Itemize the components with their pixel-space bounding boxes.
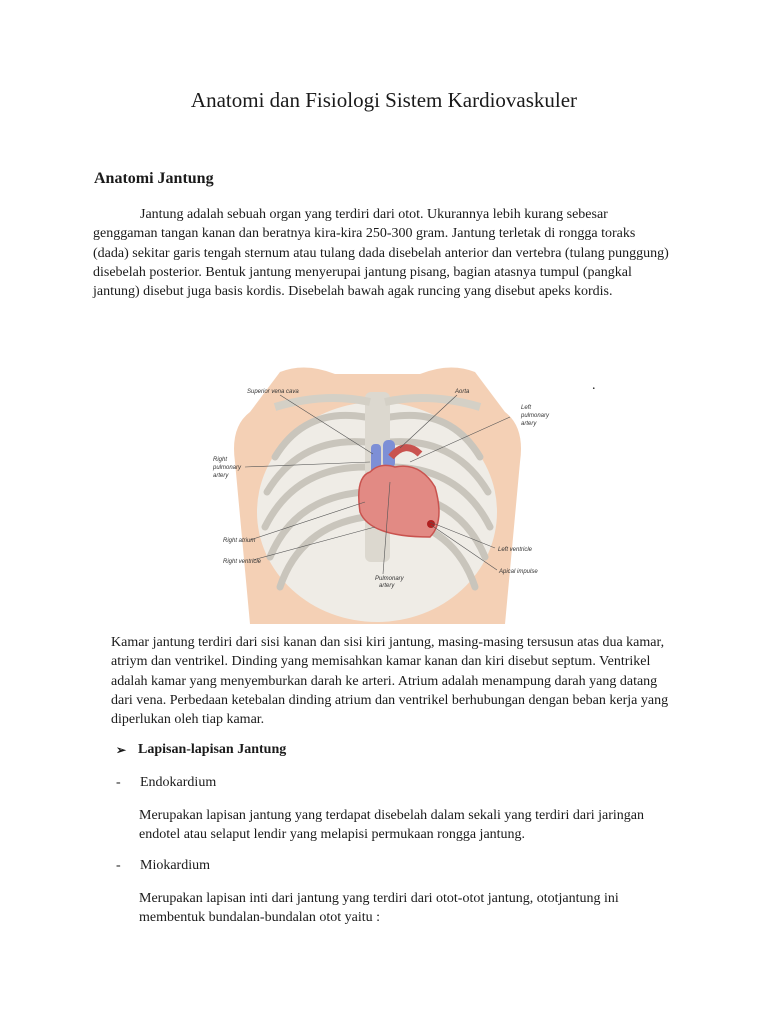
stray-mark: . xyxy=(592,378,596,393)
bullet-heading xyxy=(116,742,286,758)
label-right-ventricle: Right ventricle xyxy=(223,559,262,565)
paragraph-intro: Jantung adalah sebuah organ yang terdiri dari otot. Ukurannya lebih kurang sebesar genggaman tangan kanan dan beratnya kira-kira 250-300 gram. Jantung terletak di rongga toraks (dada) sekitar garis tengah sternum atau tulang dada disebelah anterior dan vertebra (tulang punggung) disebelah posterior. Bentuk jantung menyerupai jantung pisang, bagian atasnya tumpul (pangkal jantung) disebut juga basis kordis. Disebelah bawah agak runcing yang disebut apeks kordis. xyxy=(93,207,669,300)
heart-anatomy-figure xyxy=(205,362,550,624)
label-right-pulmonary-2: pulmonary xyxy=(213,465,242,471)
list-item-description: Merupakan lapisan inti dari jantung yang terdiri dari otot-otot jantung, ototjantung ini membentuk bundalan-bundalan otot yaitu : xyxy=(139,891,619,926)
arrow-bullet-icon: ➢ xyxy=(116,742,127,757)
label-apical-impulse: Apical impulse xyxy=(499,569,538,575)
bullet-heading-text: Lapisan-lapisan Jantung xyxy=(138,742,287,757)
paragraph-chambers: Kamar jantung terdiri dari sisi kanan dan sisi kiri jantung, masing-masing tersusun atas dua kamar, atriym dan ventrikel. Dinding yang memisahkan kamar kanan dan kiri disebut septum. Ventrikel adalah kamar yang menyemburkan darah ke arteri. Atrium adalah menampung darah yang datang dari vena. Perbedaan ketebalan dinding atrium dan ventrikel berhubungan dengan beban kerja yang diperlukan oleh tiap kamar. xyxy=(111,635,669,728)
dash-marker: - xyxy=(116,858,121,873)
list-item-name: Miokardium xyxy=(140,858,210,873)
label-left-pulmonary-2: pulmonary xyxy=(521,413,550,419)
list-item-description: Merupakan lapisan jantung yang terdapat disebelah dalam sekali yang terdiri dari jaringan endotel atau selaput lendir yang melapisi permukaan rongga jantung. xyxy=(139,808,644,843)
label-pulmonary-artery-2: artery xyxy=(379,583,395,589)
label-right-pulmonary: Right xyxy=(213,457,228,463)
label-superior-vena-cava: Superior vena cava xyxy=(247,389,299,395)
label-left-ventricle: Left ventricle xyxy=(498,547,533,553)
label-aorta: Aorta xyxy=(455,389,470,395)
list-item-miokardium xyxy=(116,858,210,874)
label-left-pulmonary: Left xyxy=(521,405,532,411)
label-pulmonary-artery: Pulmonary xyxy=(375,576,404,582)
list-item-name: Endokardium xyxy=(140,775,217,790)
page-title: Anatomi dan Fisiologi Sistem Kardiovaskuler xyxy=(190,88,578,112)
heart-anatomy-illustration xyxy=(205,362,550,624)
label-left-pulmonary-3: artery xyxy=(521,421,537,427)
section-heading: Anatomi Jantung xyxy=(94,170,214,187)
label-right-atrium: Right atrium xyxy=(223,538,256,544)
list-item-endokardium xyxy=(116,775,216,791)
dash-marker: - xyxy=(116,775,121,790)
label-right-pulmonary-3: artery xyxy=(213,473,229,479)
